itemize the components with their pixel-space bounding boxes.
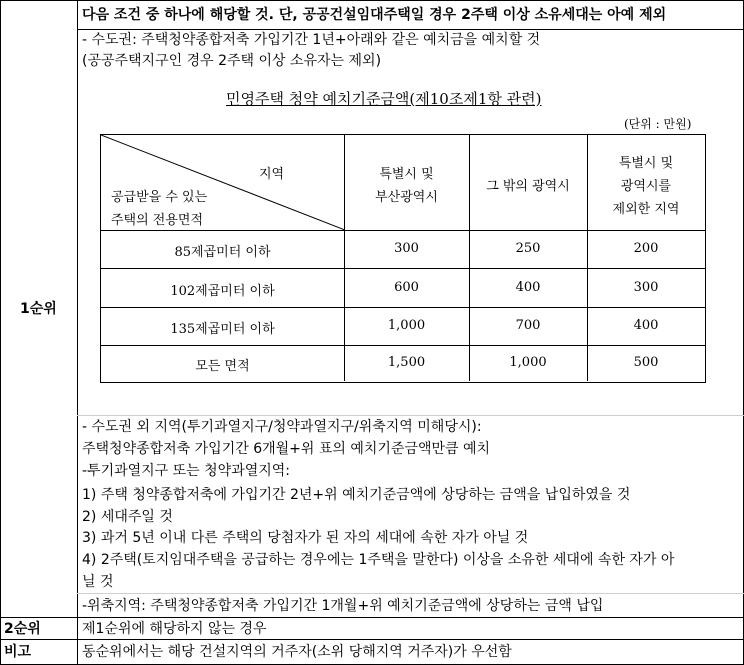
value-cell: 500 [633,355,659,370]
table-line [101,230,705,231]
grid-line [0,0,1,665]
rank-2-text: 제1순위에 해당하지 않는 경우 [82,621,267,637]
grid-line [77,593,744,594]
grid-line [0,639,744,640]
shrink-area-text: -위축지역: 주택청약종합저축 가입기간 1개월+위 예치기준금액에 상당하는 금액 납입 [82,598,604,614]
unit-label: (단위 : 만원) [624,117,692,131]
value-cell: 250 [515,241,541,256]
table-line [101,345,705,346]
area-cell: 85제곱미터 이하 [174,245,271,260]
overheat-title: -투기과열지구 또는 청약과열지역: [82,463,291,479]
area-cell: 102제곱미터 이하 [170,284,275,299]
capital-line-1: - 수도권: 주택청약종합저축 가입기간 1년+아래와 같은 예치금을 예치할 것 [82,32,541,48]
value-cell: 1,000 [509,355,547,370]
overheat-item-4b: 닐 것 [82,574,114,590]
grid-line [77,0,78,665]
header-region: 지역 [259,167,285,182]
header-area-line-2: 주택의 전용면적 [111,213,204,228]
value-cell: 200 [633,241,659,256]
grid-line [0,617,744,618]
rank-2-label: 2순위 [4,621,41,637]
col-3-header-line-1: 특별시 및 [618,156,674,171]
capital-line-2: (공공주택지구인 경우 2주택 이상 소유자는 제외) [82,53,382,69]
area-cell: 모든 면적 [195,359,250,374]
grid-line [0,0,744,1]
value-cell: 600 [394,280,419,295]
col-1-header-line-2: 부산광역시 [375,190,438,205]
overheat-item-3: 3) 과거 5년 이내 다른 주택의 당첨자가 된 자의 세대에 속한 자가 아닐 것 [82,530,529,546]
value-cell: 300 [633,280,659,295]
value-cell: 1,500 [387,355,426,370]
area-cell: 135제곱미터 이하 [170,322,275,337]
grid-line [77,29,744,30]
noncapital-line-2: 주택청약종합저축 가입기간 6개월+위 표의 예치기준금액만큼 예치 [82,441,491,457]
header-area-line-1: 공급받을 수 있는 [111,190,208,205]
overheat-item-4a: 4) 2주택(토지임대주택을 공급하는 경우에는 1주택을 말한다) 이상을 소유한 세대에 속한 자가 아 [82,552,675,568]
col-1-header-line-1: 특별시 및 [379,167,434,182]
col-2-header: 그 밖의 광역시 [486,179,570,194]
table-line [101,307,705,308]
overheat-item-2: 2) 세대주일 것 [82,509,173,525]
value-cell: 400 [515,280,541,295]
deposit-table [100,134,706,383]
value-cell: 700 [515,318,541,333]
col-3-header-line-3: 제외한 지역 [612,202,680,217]
table-line [101,268,705,269]
rank-1-label: 1순위 [20,301,57,317]
value-cell: 1,000 [387,318,426,333]
note-text: 동순위에서는 해당 건설지역의 거주자(소위 당해지역 거주자)가 우선함 [82,644,512,660]
value-cell: 400 [633,318,659,333]
condition-text: 다음 조건 중 하나에 해당할 것. 단, 공공건설임대주택일 경우 2주택 이상 소유세대는 아예 제외 [82,7,667,23]
value-cell: 300 [394,241,419,256]
col-3-header-line-2: 광역시를 [620,179,672,194]
noncapital-line-1: - 수도권 외 지역(투기과열지구/청약과열지구/위축지역 미해당시): [82,419,482,435]
overheat-item-1: 1) 주택 청약종합저축에 가입기간 2년+위 예치기준금액에 상당하는 금액을 납입하였을 것 [82,487,631,503]
grid-line [77,415,744,416]
table-title: 민영주택 청약 예치기준금액(제10조제1항 관련) [226,90,542,108]
note-label: 비고 [4,644,32,660]
